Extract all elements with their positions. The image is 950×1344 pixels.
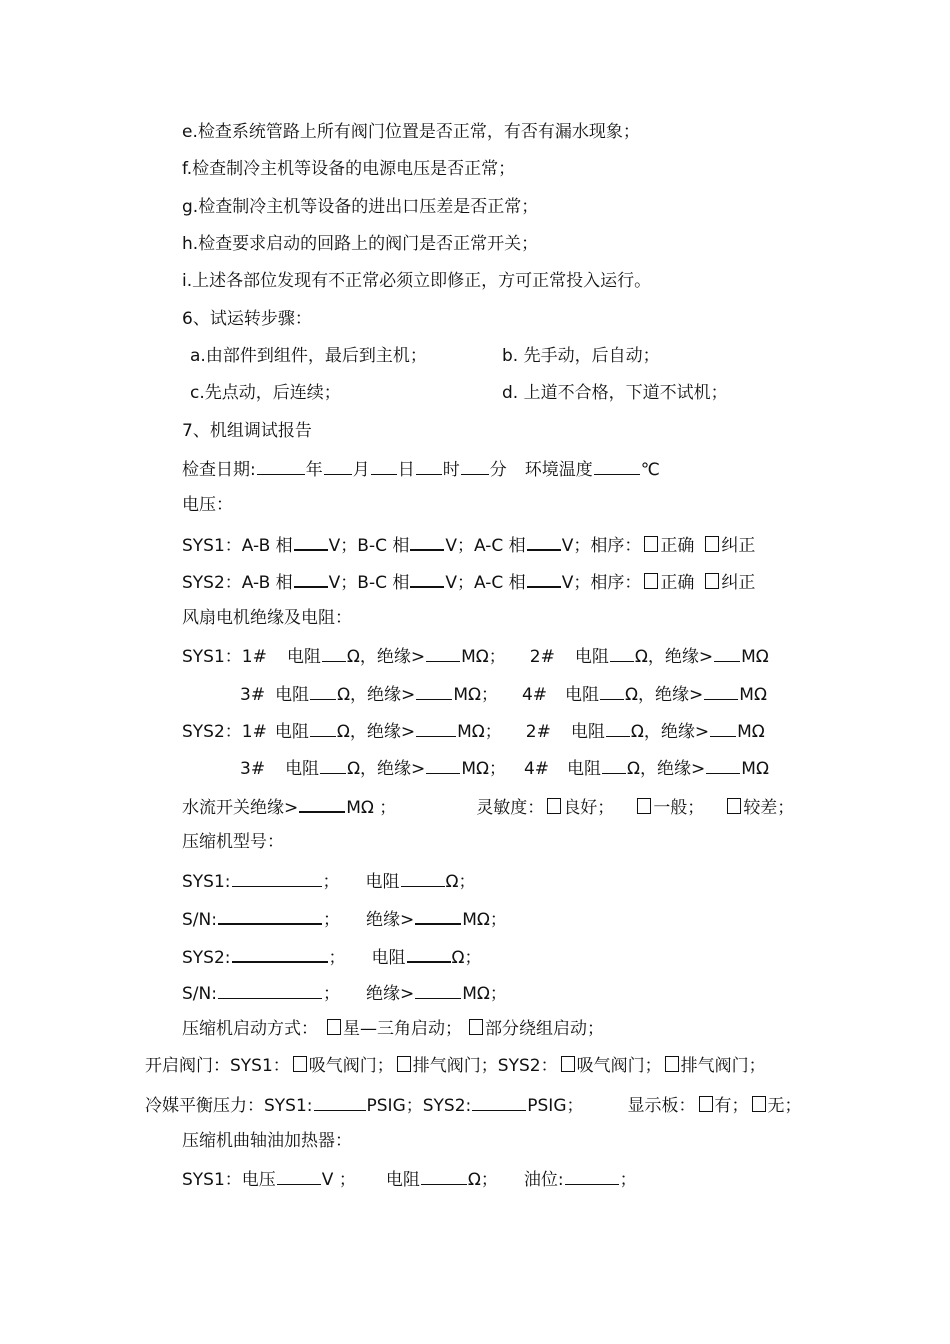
phase-label: 相序：: [590, 573, 642, 593]
water-mohm-label: MΩ ；: [346, 798, 397, 818]
poor-label: 较差；: [743, 798, 795, 818]
fan-number: 2#: [525, 722, 551, 742]
mohm-label: MΩ: [737, 722, 765, 742]
correct-label: 正确: [660, 536, 695, 556]
resistance-label: 电阻: [565, 685, 600, 705]
suction-label: 吸气阀门；: [308, 1056, 394, 1076]
day-label: 日: [397, 460, 415, 480]
env-temp-blank[interactable]: [594, 456, 640, 475]
semicolon: ；: [322, 872, 340, 892]
mohm-label: MΩ；: [453, 685, 498, 705]
voltage-heading: 电压：: [182, 495, 233, 515]
fan-number: 3#: [240, 759, 266, 779]
resistance-blank[interactable]: [606, 718, 630, 737]
mohm-label: MΩ；: [457, 722, 502, 742]
good-label: 良好；: [563, 798, 615, 818]
ohm-insul-label: Ω，绝缘>: [337, 685, 416, 705]
v-unit: V；: [328, 573, 358, 593]
fix-label: 纠正: [721, 536, 756, 556]
sys2-label: SYS2：: [182, 722, 242, 742]
suction-label: 吸气阀门；: [576, 1056, 662, 1076]
checkbox-correct[interactable]: [644, 536, 658, 552]
open-valves-row: [145, 1054, 766, 1078]
sys1-label: SYS1：: [182, 647, 242, 667]
check-g: g.检查制冷主机等设备的进出口压差是否正常；: [182, 197, 539, 217]
part-winding-label: 部分绕组启动；: [485, 1019, 604, 1039]
bc-label: B-C 相: [357, 536, 410, 556]
refrig-pressure-row: [145, 1092, 802, 1116]
mohm-label: MΩ: [741, 647, 769, 667]
env-temp-label: 环境温度: [524, 460, 593, 480]
resistance-label: 电阻: [371, 948, 406, 968]
heater-sys1-row: [182, 1166, 637, 1190]
resistance-label: 电阻: [574, 647, 609, 667]
ohm-insul-label: Ω，绝缘>: [347, 759, 426, 779]
resistance-blank[interactable]: [322, 643, 346, 662]
resistance-blank[interactable]: [407, 943, 451, 963]
sys2-label: SYS2：: [497, 1056, 558, 1076]
heater-voltage-label: SYS1：电压: [182, 1170, 276, 1190]
sys2-label: SYS2：: [182, 573, 242, 593]
steps-heading: 6、试运转步骤：: [182, 309, 312, 329]
bc-label: B-C 相: [357, 573, 410, 593]
insulation-blank[interactable]: [426, 643, 460, 662]
mohm-label: MΩ；: [461, 647, 506, 667]
checkbox-sys2-discharge[interactable]: [665, 1056, 679, 1072]
yes-label: 有；: [714, 1096, 749, 1116]
checkbox-fix[interactable]: [705, 536, 719, 552]
resistance-blank[interactable]: [602, 755, 626, 774]
water-switch-blank[interactable]: [299, 793, 345, 813]
step-b: b. 先手动，后自动；: [502, 346, 660, 366]
resistance-label: 电阻: [275, 685, 310, 705]
mohm-label: MΩ: [739, 685, 767, 705]
resistance-label: 电阻: [365, 872, 400, 892]
fan-heading: 风扇电机绝缘及电阻：: [182, 608, 352, 628]
psig-sys2-label: PSIG；SYS2:: [366, 1096, 472, 1116]
insulation-blank[interactable]: [426, 755, 460, 774]
insulation-blank[interactable]: [416, 681, 452, 700]
sys1-label: SYS1：: [182, 536, 242, 556]
sys1-label: SYS1:: [182, 872, 231, 892]
sys1-pressure-blank[interactable]: [314, 1092, 366, 1111]
v-unit: V；: [561, 573, 591, 593]
star-delta-label: 星—三角启动；: [343, 1019, 462, 1039]
resistance-blank[interactable]: [600, 681, 624, 700]
sn-label: S/N:: [182, 984, 217, 1004]
voltage-sys1-row: [182, 531, 755, 555]
resistance-blank[interactable]: [320, 755, 346, 774]
ac-label: A-C 相: [474, 573, 526, 593]
sn2-blank[interactable]: [218, 980, 322, 999]
oil-level-label: 油位:: [523, 1170, 564, 1190]
semicolon: ；: [322, 910, 340, 930]
insulation-blank[interactable]: [416, 718, 456, 737]
fix-label: 纠正: [721, 573, 756, 593]
hour-blank[interactable]: [416, 456, 442, 475]
insulation-blank[interactable]: [714, 643, 740, 662]
step-a: a.由部件到组件，最后到主机；: [190, 346, 427, 366]
resistance-label: 电阻: [285, 759, 320, 779]
discharge-label: 排气阀门；: [412, 1056, 498, 1076]
checkbox-correct[interactable]: [644, 573, 658, 589]
insulation-label: 绝缘>: [365, 984, 415, 1004]
display-label: 显示板：: [627, 1096, 696, 1116]
step-c: c.先点动，后连续；: [190, 383, 341, 403]
fan-number: 1#: [241, 722, 267, 742]
heater-resistance-blank[interactable]: [421, 1166, 467, 1185]
hour-label: 时: [442, 460, 460, 480]
v-unit: V；: [445, 536, 475, 556]
resistance-label: 电阻: [286, 647, 321, 667]
month-blank[interactable]: [324, 456, 352, 475]
checkbox-good[interactable]: [547, 798, 561, 814]
ac-label: A-C 相: [474, 536, 526, 556]
sn-label: S/N:: [182, 910, 217, 930]
fan-sys1-row2: [240, 681, 767, 705]
v-unit: V；: [445, 573, 475, 593]
fan-number: 4#: [521, 685, 548, 705]
sys2-pressure-blank[interactable]: [472, 1092, 526, 1111]
semicolon: ；: [322, 984, 340, 1004]
correct-label: 正确: [660, 573, 695, 593]
date-line: [182, 456, 660, 480]
fan-number: 2#: [529, 647, 555, 667]
ohm-label: Ω；: [445, 872, 476, 892]
heater-heading: 压缩机曲轴油加热器：: [182, 1131, 352, 1151]
checkbox-normal[interactable]: [637, 798, 651, 814]
insulation-blank[interactable]: [415, 905, 461, 925]
ab-blank[interactable]: [294, 568, 328, 588]
fan-number: 1#: [241, 647, 267, 667]
ohm-insul-label: Ω，绝缘>: [346, 647, 426, 667]
report-heading: 7、机组调试报告: [182, 421, 312, 441]
mohm-label: MΩ；: [461, 759, 506, 779]
checkbox-display-no[interactable]: [752, 1096, 766, 1112]
ohm-insul-label: Ω，绝缘>: [625, 685, 704, 705]
ab-label: A-B 相: [241, 536, 293, 556]
day-blank[interactable]: [371, 456, 397, 475]
mohm-label: MΩ: [741, 759, 769, 779]
heater-voltage-blank[interactable]: [277, 1166, 321, 1185]
resistance-label: 电阻: [274, 722, 309, 742]
checkbox-fix[interactable]: [705, 573, 719, 589]
year-label: 年: [305, 460, 323, 480]
sn1-blank[interactable]: [218, 905, 322, 925]
celsius-label: ℃: [640, 460, 660, 480]
ohm-label: Ω；: [467, 1170, 498, 1190]
step-d: d. 上道不合格，下道不试机；: [502, 383, 728, 403]
sys1-model-blank[interactable]: [232, 868, 322, 887]
normal-label: 一般；: [653, 798, 705, 818]
checkbox-display-yes[interactable]: [699, 1096, 713, 1112]
resistance-label: 电阻: [570, 722, 605, 742]
refrig-pressure-label: 冷媒平衡压力：SYS1:: [145, 1096, 313, 1116]
discharge-label: 排气阀门；: [680, 1056, 766, 1076]
resistance-blank[interactable]: [310, 681, 336, 700]
semicolon: ；: [328, 948, 346, 968]
semicolon: ；: [619, 1170, 637, 1190]
sys2-label: SYS2:: [182, 948, 231, 968]
check-f: f.检查制冷主机等设备的电源电压是否正常；: [182, 159, 516, 179]
checkbox-star-delta[interactable]: [327, 1019, 341, 1035]
start-mode-label: 压缩机启动方式：: [182, 1019, 318, 1039]
insulation-blank[interactable]: [706, 755, 740, 774]
resistance-label: 电阻: [567, 759, 602, 779]
resistance-blank[interactable]: [401, 868, 445, 887]
resistance-blank[interactable]: [610, 643, 634, 662]
ac-blank[interactable]: [527, 531, 561, 551]
mohm-label: MΩ；: [462, 910, 507, 930]
comp-sn2-row: [182, 980, 507, 1004]
ohm-label: Ω；: [451, 948, 482, 968]
sys2-model-blank[interactable]: [232, 943, 328, 963]
insulation-blank[interactable]: [704, 681, 738, 700]
v-unit: V；: [328, 536, 358, 556]
date-label: 检查日期:: [182, 460, 256, 480]
voltage-sys2-row: [182, 568, 755, 592]
ohm-insul-label: Ω，绝缘>: [627, 759, 706, 779]
no-label: 无；: [767, 1096, 802, 1116]
resistance-label: 电阻: [385, 1170, 420, 1190]
oil-level-blank[interactable]: [565, 1166, 619, 1185]
fan-sys2-row2: [240, 755, 769, 779]
check-e: e.检查系统管路上所有阀门位置是否正常，有否有漏水现象；: [182, 122, 640, 142]
open-valves-label: 开启阀门：SYS1：: [145, 1056, 290, 1076]
minute-label: 分: [489, 460, 507, 480]
checkbox-sys1-discharge[interactable]: [397, 1056, 411, 1072]
insulation-label: 绝缘>: [365, 910, 415, 930]
water-switch-row: [182, 793, 794, 817]
comp-model-heading: 压缩机型号：: [182, 832, 284, 852]
mohm-label: MΩ；: [462, 984, 507, 1004]
comp-sys2-row: [182, 943, 482, 967]
ohm-insul-label: Ω，绝缘>: [336, 722, 416, 742]
bc-blank[interactable]: [410, 568, 444, 588]
ohm-insul-label: Ω，绝缘>: [630, 722, 710, 742]
checkbox-part-winding[interactable]: [469, 1019, 483, 1035]
v-unit: V；: [561, 536, 591, 556]
bc-blank[interactable]: [410, 531, 444, 551]
resistance-blank[interactable]: [310, 718, 336, 737]
fan-sys1-row1: [182, 643, 769, 667]
fan-number: 3#: [240, 685, 266, 705]
check-h: h.检查要求启动的回路上的阀门是否正常开关；: [182, 234, 539, 254]
checkbox-sys1-suction[interactable]: [293, 1056, 307, 1072]
checkbox-sys2-suction[interactable]: [561, 1056, 575, 1072]
ac-blank[interactable]: [527, 568, 561, 588]
year-blank[interactable]: [257, 456, 305, 475]
water-switch-label: 水流开关绝缘>: [182, 798, 299, 818]
comp-sys1-row: [182, 868, 476, 892]
fan-sys2-row1: [182, 718, 765, 742]
start-mode-row: [182, 1017, 604, 1041]
checkbox-poor[interactable]: [727, 798, 741, 814]
ab-blank[interactable]: [294, 531, 328, 551]
insulation-blank[interactable]: [415, 980, 461, 999]
check-i: i.上述各部位发现有不正常必须立即修正，方可正常投入运行。: [182, 271, 652, 291]
fan-number: 4#: [523, 759, 550, 779]
month-label: 月: [352, 460, 370, 480]
ohm-insul-label: Ω，绝缘>: [634, 647, 714, 667]
psig-label: PSIG；: [527, 1096, 584, 1116]
v-unit: V ；: [321, 1170, 356, 1190]
ab-label: A-B 相: [241, 573, 293, 593]
comp-sn1-row: [182, 905, 507, 929]
insulation-blank[interactable]: [710, 718, 736, 737]
minute-blank[interactable]: [461, 456, 489, 475]
phase-label: 相序：: [590, 536, 642, 556]
sensitivity-label: 灵敏度：: [476, 798, 545, 818]
